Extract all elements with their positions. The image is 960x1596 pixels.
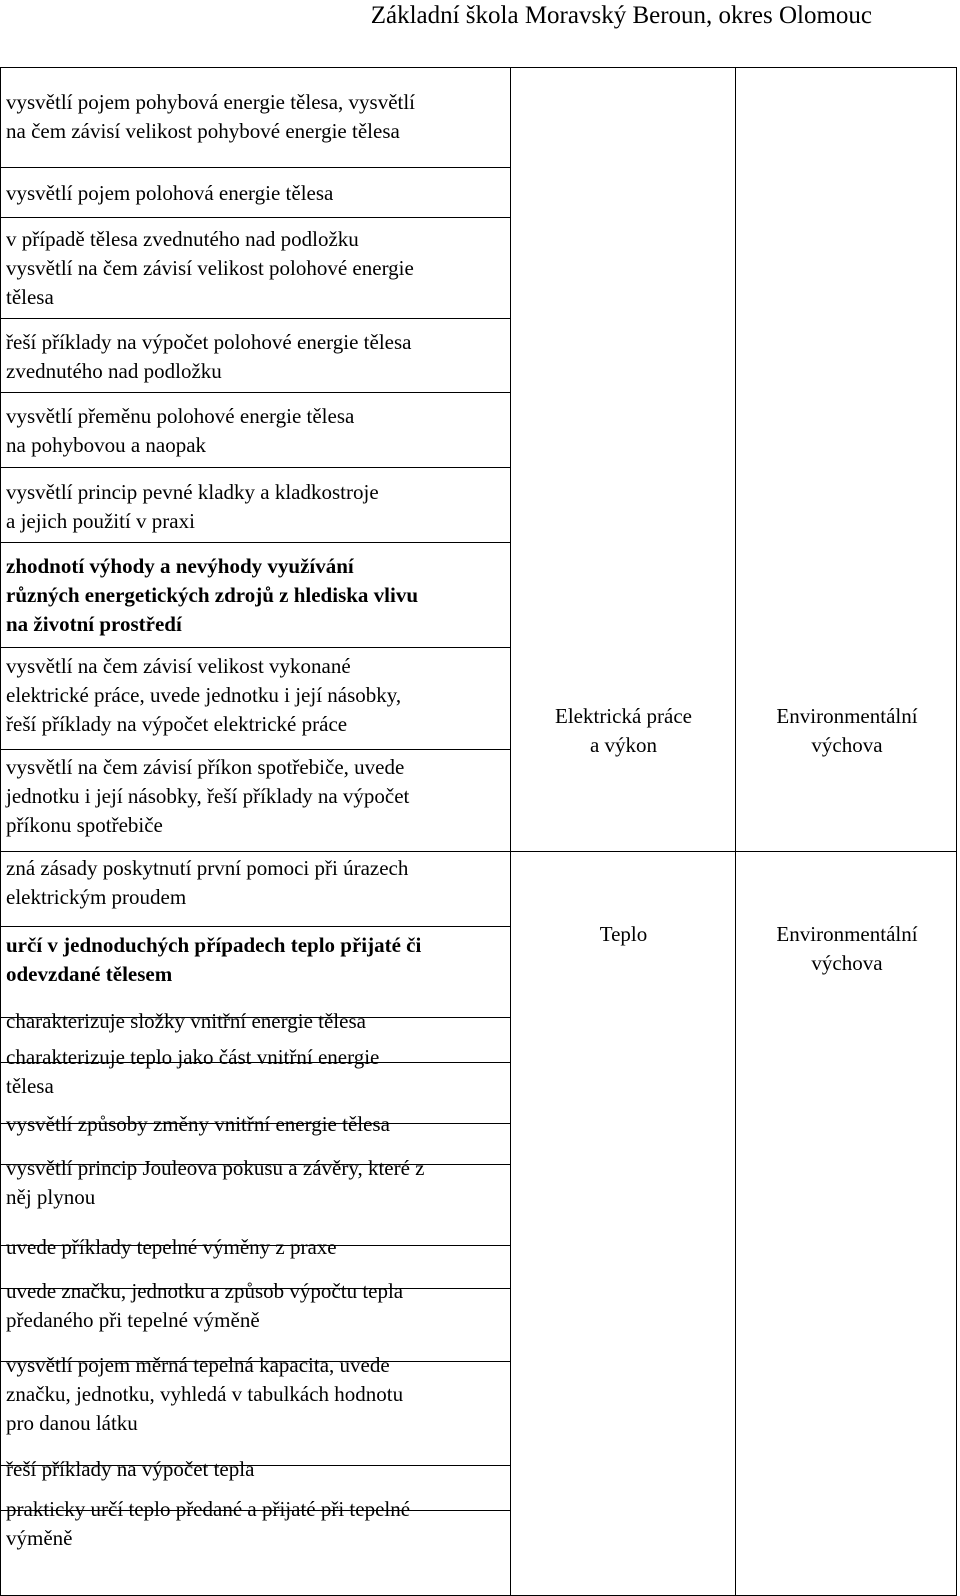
outcome-cell: prakticky určí teplo předané a přijaté při tepelné výměně: [6, 1497, 411, 1550]
outcome-cell: v případě tělesa zvednutého nad podložku vysvětlí na čem závisí velikost polohové energie tělesa: [6, 227, 414, 309]
subject-topic-cell: Elektrická práce a výkon: [555, 704, 692, 757]
outcome-cell: vysvětlí princip Jouleova pokusu a závěry, které z něj plynou: [6, 1156, 425, 1209]
outcome-cell: zná zásady poskytnutí první pomoci při úrazech elektrickým proudem: [6, 856, 409, 909]
outcome-cell: charakterizuje složky vnitřní energie tělesa: [6, 1009, 366, 1033]
row-divider: [0, 647, 510, 648]
outcome-cell: určí v jednoduchých případech teplo přijaté či odevzdané tělesem: [6, 933, 422, 986]
outcome-cell: zhodnotí výhody a nevýhody využívání různých energetických zdrojů z hlediska vlivu na životní prostředí: [6, 554, 419, 636]
row-divider: [0, 542, 510, 543]
subject-topic-cell: Teplo: [599, 922, 648, 946]
school-name: Základní škola Moravský Beroun, okres Olomouc: [370, 2, 872, 29]
row-divider: [0, 217, 510, 218]
outcome-cell: vysvětlí pojem polohová energie tělesa: [6, 181, 334, 205]
outcome-cell: vysvětlí pojem pohybová energie tělesa, vysvětlí na čem závisí velikost pohybové energie tělesa: [6, 90, 416, 143]
page-header: [0, 0, 960, 46]
curriculum-table: [0, 67, 960, 1596]
row-divider: [0, 392, 510, 393]
outcome-cell: uvede příklady tepelné výměny z praxe: [6, 1235, 337, 1259]
cross-curricular-cell: Environmentální výchova: [776, 922, 918, 975]
outcome-cell: charakterizuje teplo jako část vnitřní energie tělesa: [6, 1045, 380, 1098]
outcome-cell: vysvětlí na čem závisí velikost vykonané elektrické práce, uvede jednotku i její násobky, řeší příklady na výpočet elektrické práce: [6, 654, 402, 736]
outcome-cell: vysvětlí princip pevné kladky a kladkostroje a jejich použití v praxi: [6, 480, 379, 533]
row-divider: [0, 851, 957, 852]
outcome-cell: vysvětlí pojem měrná tepelná kapacita, uvede značku, jednotku, vyhledá v tabulkách hodnotu pro danou látku: [6, 1353, 404, 1435]
row-divider: [0, 318, 510, 319]
outcome-cell: vysvětlí způsoby změny vnitřní energie tělesa: [6, 1112, 390, 1136]
outcome-cell: vysvětlí na čem závisí příkon spotřebiče, uvede jednotku i její násobky, řeší příklady na výpočet příkonu spotřebiče: [6, 755, 410, 837]
row-divider: [0, 167, 510, 168]
column-divider: [735, 67, 736, 1596]
cross-curricular-cell: Environmentální výchova: [776, 704, 918, 757]
row-divider: [0, 467, 510, 468]
outcome-cell: řeší příklady na výpočet polohové energie tělesa zvednutého nad podložku: [6, 330, 412, 383]
row-divider: [0, 749, 510, 750]
outcome-cell: vysvětlí přeměnu polohové energie tělesa na pohybovou a naopak: [6, 404, 355, 457]
outcome-cell: řeší příklady na výpočet tepla: [6, 1457, 255, 1481]
row-divider: [0, 926, 510, 927]
outcome-cell: uvede značku, jednotku a způsob výpočtu tepla předaného při tepelné výměně: [6, 1279, 404, 1332]
